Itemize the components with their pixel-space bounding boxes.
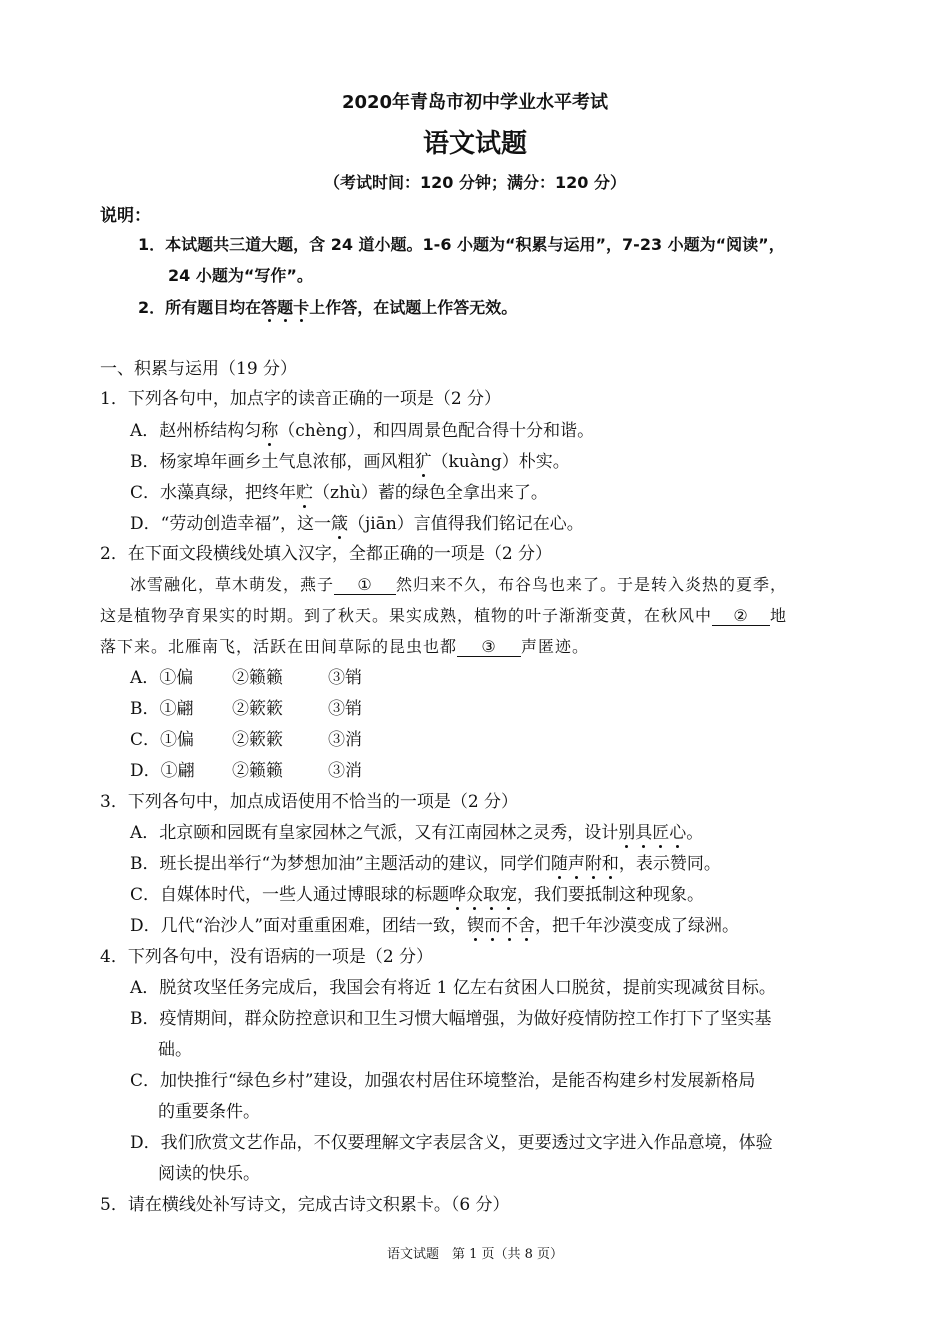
dot-char: 别 [618, 823, 636, 843]
q5-stem: 5．请在横线处补写诗文，完成古诗文积累卡。（6 分） [100, 1195, 510, 1215]
q3-stem: 3．下列各句中，加点成语使用不恰当的一项是（2 分） [100, 792, 519, 812]
q1-option-d: D．“劳动创造幸福”，这一箴（jiān）言值得我们铭记在心。 [130, 514, 584, 534]
q2-passage-line-1: 冰雪融化，草木萌发，燕子 ① 然归来不久，布谷鸟也来了。于是转入炎热的夏季， [130, 575, 788, 594]
q1-b-dotted-char: 犷 [414, 452, 432, 472]
dot-char: 哗 [449, 885, 467, 905]
dot-char: 不 [501, 916, 519, 936]
dot-char: 声 [567, 854, 585, 874]
q3-a-idiom [618, 823, 686, 843]
dot-char: 题 [277, 298, 294, 317]
q4-option-d-line-2: 阅读的快乐。 [158, 1164, 260, 1184]
q1-stem: 1．下列各句中，加点字的读音正确的一项是（2 分） [100, 389, 502, 409]
q1-c-dotted-char: 贮 [296, 483, 314, 503]
dot-char: 附 [584, 854, 602, 874]
q1-option-a: A．赵州桥结构匀称（chèng），和四周景色配合得十分和谐。 [130, 421, 595, 441]
q4-option-a: A．脱贫攻坚任务完成后，我国会有将近 1 亿左右贫困人口脱贫，提前实现减贫目标。 [130, 978, 776, 998]
dot-char: 卡 [293, 298, 310, 317]
note-2-post: 上作答，在试题上作答无效。 [309, 298, 518, 317]
note-1-line-1: 1．本试题共三道大题，含 24 道小题。1-6 小题为“积累与运用”，7-23 小题为“阅读”， [138, 235, 785, 254]
q3-b-idiom [551, 854, 619, 874]
q1-option-b: B．杨家埠年画乡土气息浓郁，画风粗犷（kuàng）朴实。 [130, 452, 570, 472]
dot-char: 宠 [500, 885, 518, 905]
q2-option-c: C．①偏 ②簌簌 ③消 [130, 730, 362, 750]
q2-blank-3: ③ [457, 638, 521, 657]
dot-char: 心 [669, 823, 687, 843]
q2-blank-1: ① [334, 576, 396, 595]
note-2 [138, 297, 517, 319]
q1-option-c: C．水藻真绿，把终年贮（zhù）蓄的绿色全拿出来了。 [130, 483, 548, 503]
note-2-pre: 2．所有题目均在 [138, 298, 262, 317]
q3-option-c: C．自媒体时代，一些人通过博眼球的标题哗众取宠，我们要抵制这种现象。 [130, 885, 705, 905]
note-2-emphasis [261, 298, 309, 317]
q2-option-a: A．①偏 ②籁籁 ③销 [130, 668, 362, 688]
q2-passage-line-2: 这是植物孕育果实的时期。到了秋天。果实成熟，植物的叶子渐渐变黄，在秋风中 ② 地 [100, 606, 788, 625]
q3-option-d: D．几代“治沙人”面对重重困难，团结一致，锲而不舍，把千年沙漠变成了绿洲。 [130, 916, 740, 936]
q2-blank-2: ② [712, 607, 770, 626]
dot-char: 取 [483, 885, 501, 905]
q4-option-b-line-1: B．疫情期间，群众防控意识和卫生习惯大幅增强，为做好疫情防控工作打下了坚实基 [130, 1009, 772, 1029]
q4-stem: 4．下列各句中，没有语病的一项是（2 分） [100, 947, 434, 967]
q2-option-b: B．①翩 ②簌簌 ③销 [130, 699, 362, 719]
dot-char: 而 [484, 916, 502, 936]
q3-option-a: A．北京颐和园既有皇家园林之气派，又有江南园林之灵秀，设计别具匠心。 [130, 823, 704, 843]
dot-char: 具 [635, 823, 653, 843]
dot-char: 锲 [467, 916, 485, 936]
notes-label: 说明： [100, 206, 151, 226]
q2-passage-line-3: 落下来。北雁南飞，活跃在田间草际的昆虫也都 ③ 声匿迹。 [100, 637, 590, 656]
dot-char: 匠 [652, 823, 670, 843]
q4-option-c-line-2: 的重要条件。 [158, 1102, 260, 1122]
subject-title: 语文试题 [422, 129, 527, 159]
q4-option-c-line-1: C．加快推行“绿色乡村”建设，加强农村居住环境整治，是能否构建乡村发展新格局 [130, 1071, 756, 1091]
page-footer: 语文试题 第 1 页（共 8 页） [386, 1247, 564, 1262]
section-1-title: 一、积累与运用（19 分） [100, 359, 298, 379]
exam-title: 2020年青岛市初中学业水平考试 [341, 92, 609, 113]
q3-d-idiom [467, 916, 535, 936]
exam-info: （考试时间：120 分钟；满分：120 分） [324, 173, 626, 192]
dot-char: 和 [601, 854, 619, 874]
q4-option-d-line-1: D．我们欣赏文艺作品，不仅要理解文字表层含义，更要透过文字进入作品意境，体验 [130, 1133, 773, 1153]
q3-c-idiom [449, 885, 517, 905]
q1-d-dotted-char: 箴 [331, 514, 349, 534]
q2-option-d: D．①翩 ②籁籁 ③消 [130, 761, 362, 781]
q2-stem: 2．在下面文段横线处填入汉字，全都正确的一项是（2 分） [100, 544, 553, 564]
dot-char: 随 [550, 854, 568, 874]
q3-option-b: B．班长提出举行“为梦想加油”主题活动的建议，同学们随声附和，表示赞同。 [130, 854, 721, 874]
dot-char: 舍 [518, 916, 536, 936]
q1-a-dotted-char: 称 [261, 421, 279, 441]
q4-option-b-line-2: 础。 [158, 1040, 192, 1060]
note-1-line-2: 24 小题为“写作”。 [168, 266, 313, 285]
dot-char: 众 [466, 885, 484, 905]
dot-char: 答 [261, 298, 278, 317]
